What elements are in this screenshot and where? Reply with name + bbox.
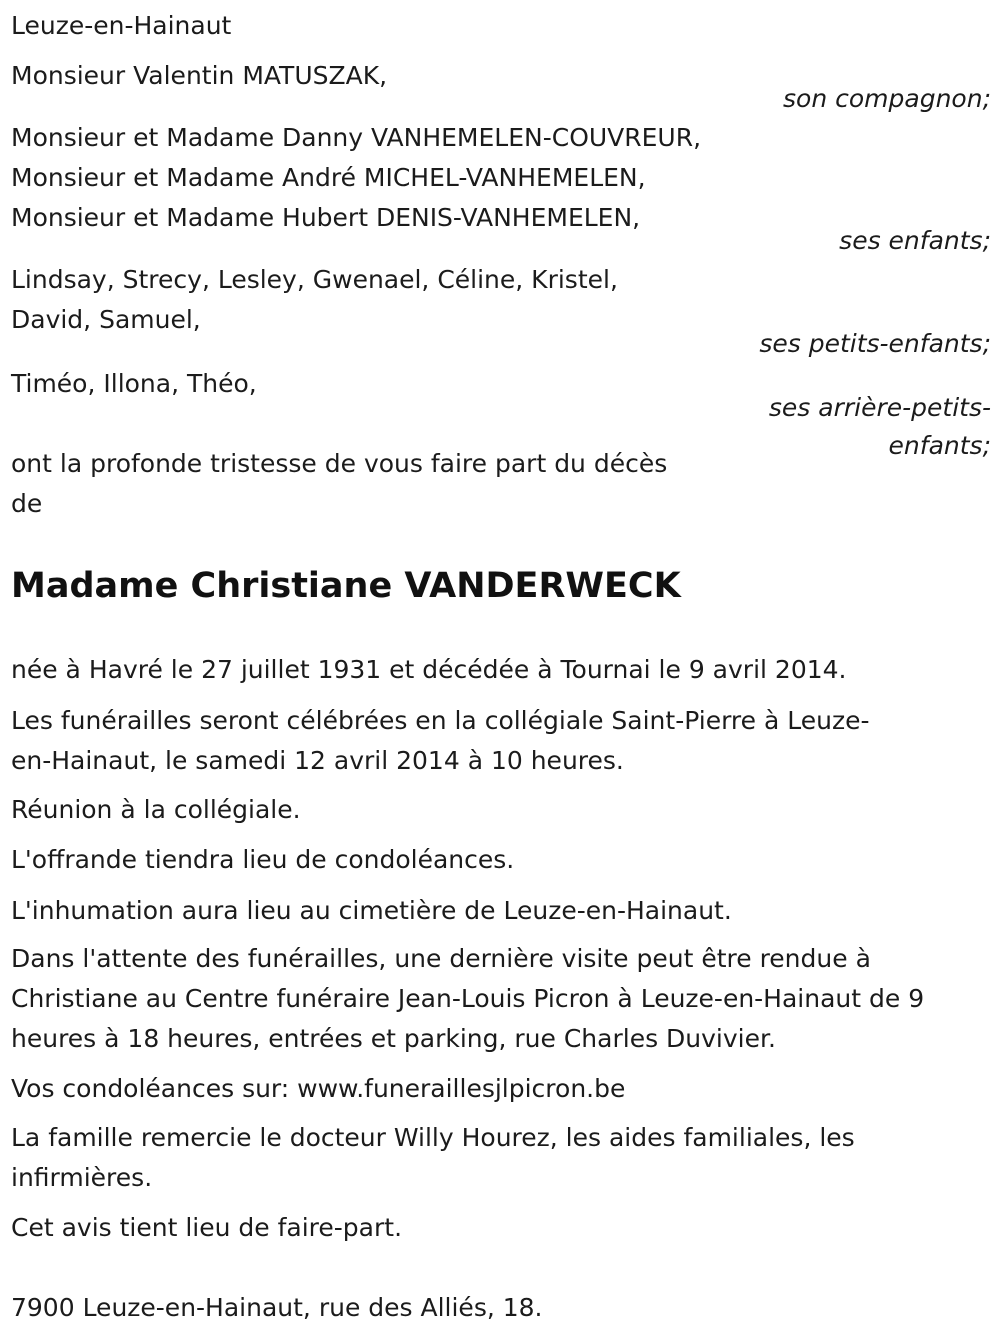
funeral-text: Les funérailles seront célébrées en la collégiale Saint-Pierre à Leuze- xyxy=(11,706,870,735)
child-name: Monsieur et Madame Danny VANHEMELEN-COUVREUR, xyxy=(11,123,702,152)
announcement-text: de xyxy=(11,489,43,518)
announcement-text: ont la profonde tristesse de vous faire part du décès xyxy=(11,449,668,478)
great-grandchildren-names: Timéo, Illona, Théo, xyxy=(11,369,257,398)
grandchildren-names: Lindsay, Strecy, Lesley, Gwenael, Céline, Kristel, xyxy=(11,265,618,294)
child-name: Monsieur et Madame André MICHEL-VANHEMELEN, xyxy=(11,163,646,192)
companion-name: Monsieur Valentin MATUSZAK, xyxy=(11,61,388,90)
birth-death-text: née à Havré le 27 juillet 1931 et décédée à Tournai le 9 avril 2014. xyxy=(11,655,847,684)
burial-text: L'inhumation aura lieu au cimetière de Leuze-en-Hainaut. xyxy=(11,896,732,925)
visit-text: heures à 18 heures, entrées et parking, rue Charles Duvivier. xyxy=(11,1024,776,1053)
child-name: Monsieur et Madame Hubert DENIS-VANHEMELEN, xyxy=(11,203,641,232)
funeral-text: en-Hainaut, le samedi 12 avril 2014 à 10 heures. xyxy=(11,746,624,775)
deceased-name: Madame Christiane VANDERWECK xyxy=(11,566,681,606)
notice-text: Cet avis tient lieu de faire-part. xyxy=(11,1213,403,1242)
condolences-text: Vos condoléances sur: www.funeraillesjlpicron.be xyxy=(11,1074,626,1103)
children-role: ses enfants; xyxy=(839,226,991,255)
address-text: 7900 Leuze-en-Hainaut, rue des Alliés, 18. xyxy=(11,1293,543,1322)
great-grandchildren-role: ses arrière-petits- xyxy=(768,393,991,422)
visit-text: Dans l'attente des funérailles, une dernière visite peut être rendue à xyxy=(11,944,871,973)
meeting-text: Réunion à la collégiale. xyxy=(11,795,301,824)
companion-role: son compagnon; xyxy=(783,84,991,113)
thanks-text: La famille remercie le docteur Willy Hourez, les aides familiales, les xyxy=(11,1123,855,1152)
offering-text: L'offrande tiendra lieu de condoléances. xyxy=(11,845,515,874)
grandchildren-role: ses petits-enfants; xyxy=(759,329,991,358)
thanks-text: infirmières. xyxy=(11,1163,153,1192)
great-grandchildren-role: enfants; xyxy=(888,431,991,460)
city-header: Leuze-en-Hainaut xyxy=(11,11,232,40)
grandchildren-names: David, Samuel, xyxy=(11,305,201,334)
visit-text: Christiane au Centre funéraire Jean-Louis Picron à Leuze-en-Hainaut de 9 xyxy=(11,984,925,1013)
